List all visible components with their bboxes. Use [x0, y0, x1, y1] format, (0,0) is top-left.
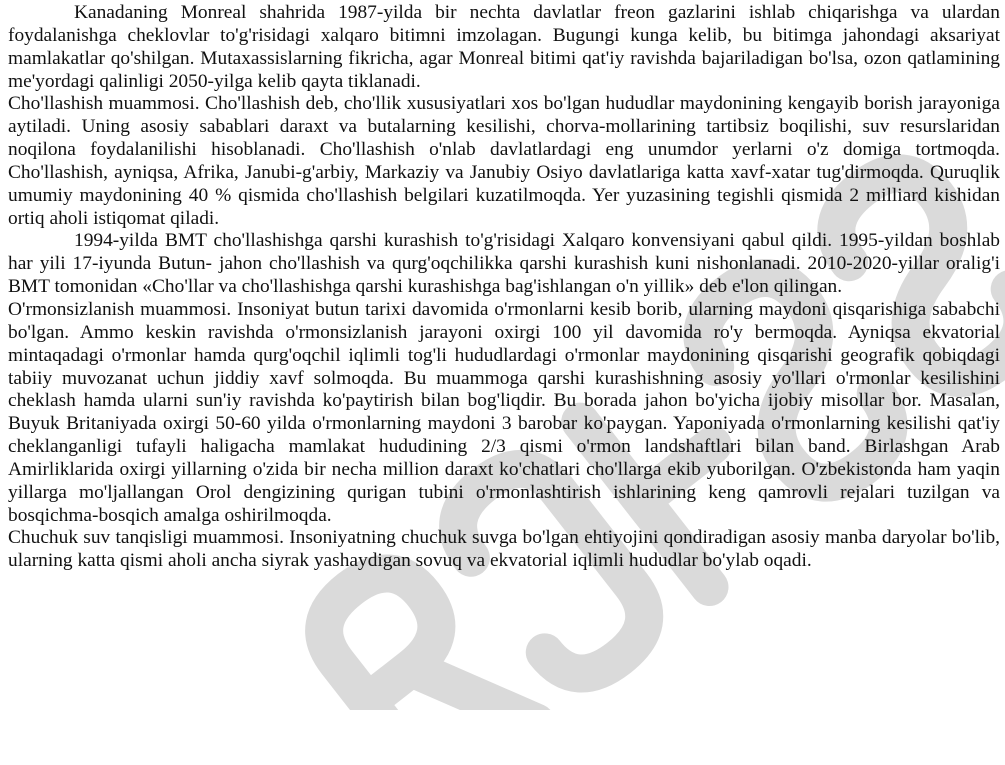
paragraph-freshwater-shortage: Chuchuk suv tanqisligi muammosi. Insoniyatning chuchuk suvga bo'lgan ehtiyojini qondiradigan asosiy manba daryolar bo'lib, ularning katta qismi aholi ancha siyrak yashaydigan sovuq va ekvatorial iqlimli hududlar bo'ylab oqadi. [8, 527, 1000, 572]
document-body [8, 2, 1000, 573]
paragraph-deforestation: O'rmonsizlanish muammosi. Insoniyat butun tarixi davomida o'rmonlarni kesib borib, ularning maydoni qisqarishiga sababchi bo'lgan. Ammo keskin ravishda o'rmonsizlanish jarayoni oxirgi 100 yil davomida ro'y bermoqda. Ayniqsa ekvatorial mintaqadagi o'rmonlar hamda qurg'oqchil iqlimli tog'li hududlardagi o'rmonlar maydonining qisqarishi geografik qobiqdagi tabiiy muvozanat uchun jiddiy xavf solmoqda. Bu muammoga qarshi kurashishning asosiy yo'llari o'rmonlar kesilishini cheklash hamda ularni sun'iy ravishda ko'paytirish bilan bog'liqdir. Bu borada jahon bo'yicha ijobiy misollar bor. Masalan, Buyuk Britaniyada oxirgi 50-60 yilda o'rmonlarning maydoni 3 barobar ko'paygan. Yaponiyada o'rmonlarning kesilishi qat'iy cheklanganligi tufayli haligacha mamlakat hududining 2/3 qismi o'rmon landshaftlari bilan band. Birlashgan Arab Amirliklarida oxirgi yillarning o'zida bir necha million daraxt ko'chatlari cho'llarga ekib yuborilgan. O'zbekistonda ham yaqin yillarga mo'ljallangan Orol dengizining qurigan tubini o'rmonlashtirish ishlarining keng qamrovli rejalari tuzilgan va bosqichma-bosqich amalga oshirilmoqda. [8, 298, 1000, 526]
paragraph-desertification: Cho'llashish muammosi. Cho'llashish deb, cho'llik xususiyatlari xos bo'lgan hududlar maydonining kengayib borish jarayoniga aytiladi. Uning asosiy sabablari daraxt va butalarning kesilishi, chorva-mollarining tartibsiz boqilishi, suv resurslaridan noqilona foydalanilishi hisoblanadi. Cho'llashish o'nlab davlatlardagi eng unumdor yerlarni o'z domiga tortmoqda. Cho'llashish, ayniqsa, Afrika, Janubi-g'arbiy, Markaziy va Janubiy Osiyo davlatlariga katta xavf-xatar tug'dirmoqda. Quruqlik umumiy maydonining 40 % qismida cho'llashish belgilari kuzatilmoqda. Yer yuzasining tegishli qismida 2 milliard kishidan ortiq aholi istiqomat qiladi. [8, 93, 1000, 229]
paragraph-un-convention: 1994-yilda BMT cho'llashishga qarshi kurashish to'g'risidagi Xalqaro konvensiyani qabul qildi. 1995-yildan boshlab har yili 17-iyunda Butun- jahon cho'llashish va qurg'oqchilikka qarshi kurashish kuni nishonlanadi. 2010-2020-yillar oralig'i BMT tomonidan «Cho'llar va cho'llashishga qarshi kurashishga bag'ishlangan o'n yillik» deb e'lon qilingan. [8, 230, 1000, 298]
paragraph-ozone-monreal: Kanadaning Monreal shahrida 1987-yilda bir nechta davlatlar freon gazlarini ishlab chiqarishga va ulardan foydalanishga cheklovlar to'g'risidagi xalqaro bitimni imzolagan. Bugungi kunga kelib, bu bitimga jahondagi aksariyat mamlakatlar qo'shilgan. Mutaxassislarning fikricha, agar Monreal bitimi qat'iy ravishda bajariladigan bo'lsa, ozon qatlamining me'yordagi qalinligi 2050-yilga kelib qayta tiklanadi. [8, 2, 1000, 92]
